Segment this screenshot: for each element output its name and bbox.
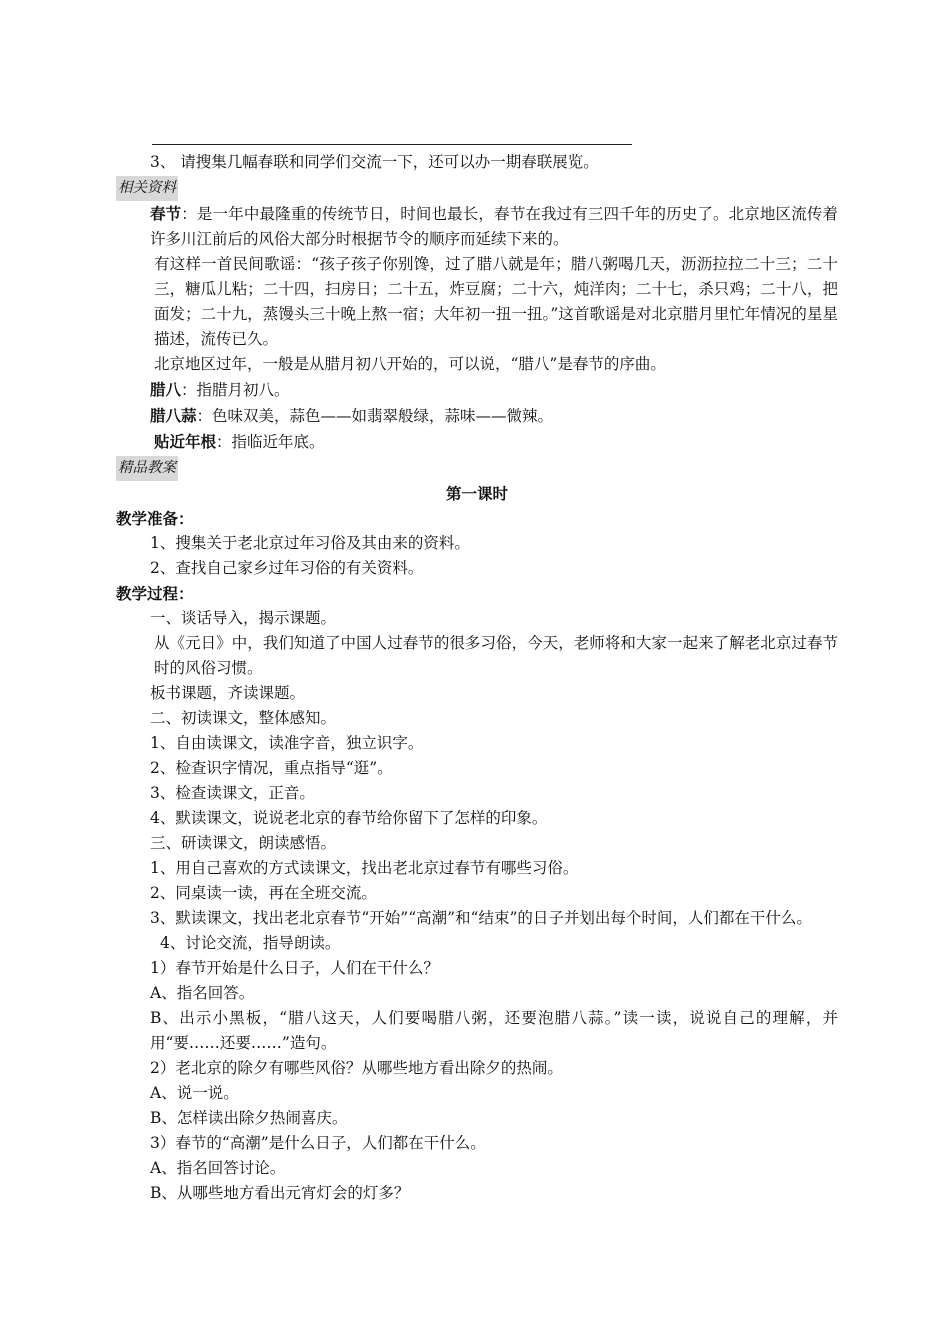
text-tiejinniangen: ：指临近年底。	[216, 433, 325, 451]
term-tiejinniangen: 贴近年根	[154, 432, 217, 451]
process-step: 3、默读课文，找出老北京春节“开始”“高潮”和“结束”的日子并划出每个时间，人们都在干什么。	[150, 909, 812, 927]
document-body	[116, 150, 838, 1206]
process-substep: 1）春节开始是什么日子，人们在干什么？	[150, 959, 439, 977]
process-step: 板书课题，齐读课题。	[150, 684, 306, 702]
text-chunjie: ：是一年中最隆重的传统节日，时间也最长，春节在我过有三四千年的历史了。北京地区流传着许多川江前后的风俗大部分时根据节令的顺序而延续下来的。	[150, 205, 838, 248]
term-labasuan: 腊八蒜	[150, 406, 197, 425]
process-step: 2、检查识字情况，重点指导“逛”。	[150, 759, 393, 777]
process-step: 1、自由读课文，读准字音，独立识字。	[150, 734, 424, 752]
process-substep: B、从哪些地方看出元宵灯会的灯多？	[150, 1184, 410, 1202]
process-substep: A、指名回答讨论。	[150, 1159, 286, 1177]
term-laba: 腊八	[150, 380, 182, 399]
definition-labasuan	[116, 403, 838, 429]
paragraph-chunjie	[116, 201, 838, 252]
process-substep: B、怎样读出除夕热闹喜庆。	[150, 1109, 348, 1127]
process-substep: 2）老北京的除夕有哪些风俗？从哪些地方看出除夕的热闹。	[150, 1059, 563, 1077]
lesson-plan-header: 精品教案	[116, 455, 838, 481]
text-laba: ：指腊月初八。	[181, 381, 290, 399]
process-step: 4、默读课文，说说老北京的春节给你留下了怎样的印象。	[150, 809, 548, 827]
process-substep: B、出示小黑板，“腊八这天，人们要喝腊八粥，还要泡腊八蒜。”读一读，说说自己的理解，并用“要……还要……”造句。	[150, 1009, 838, 1052]
prep-item: 1、搜集关于老北京过年习俗及其由来的资料。	[150, 534, 470, 552]
process-step: 三、研读课文，朗读感悟。	[150, 834, 337, 852]
prep-heading: 教学准备：	[116, 509, 194, 528]
process-step: 二、初读课文，整体感知。	[150, 709, 337, 727]
text-labasuan: ：色味双美，蒜色——如翡翠般绿，蒜味——微辣。	[196, 407, 554, 425]
definition-laba	[116, 377, 838, 403]
term-chunjie: 春节	[150, 204, 182, 223]
prep-item: 2、查找自己家乡过年习俗的有关资料。	[150, 559, 424, 577]
process-substep: A、指名回答。	[150, 984, 255, 1002]
process-step: 1、用自己喜欢的方式读课文，找出老北京过春节有哪些习俗。	[150, 859, 579, 877]
answer-underline	[152, 144, 632, 145]
related-materials-header: 相关资料	[116, 175, 838, 201]
process-substep: 3）春节的“高潮”是什么日子，人们都在干什么。	[150, 1134, 486, 1152]
paragraph-beijing: 北京地区过年，一般是从腊月初八开始的，可以说，“腊八”是春节的序曲。	[154, 355, 666, 373]
definition-tiejinniangen	[116, 429, 838, 455]
process-step: 4、讨论交流，指导朗读。	[160, 934, 341, 952]
lesson-title: 第一课时	[445, 484, 508, 503]
process-step: 2、同桌读一读，再在全班交流。	[150, 884, 377, 902]
process-substep: A、说一说。	[150, 1084, 239, 1102]
exercise-item-3: 3、 请搜集几幅春联和同学们交流一下，还可以办一期春联展览。	[150, 153, 599, 171]
process-step: 一、谈话导入，揭示课题。	[150, 609, 337, 627]
process-step: 3、检查读课文，正音。	[150, 784, 315, 802]
paragraph-folk-song: 有这样一首民间歌谣：“孩子孩子你别馋，过了腊八就是年；腊八粥喝几天，沥沥拉拉二十三；二十三，糖瓜儿粘；二十四，扫房日；二十五，炸豆腐；二十六，炖洋肉；二十七，杀只鸡；二十八，把面发；二十九，蒸馒头三十晚上熬一宿；大年初一扭一扭。”这首歌谣是对北京腊月里忙年情况的星星描述，流传已久。	[154, 255, 838, 348]
process-step: 从《元日》中，我们知道了中国人过春节的很多习俗，今天，老师将和大家一起来了解老北京过春节时的风俗习惯。	[154, 634, 838, 677]
process-heading: 教学过程：	[116, 584, 194, 603]
